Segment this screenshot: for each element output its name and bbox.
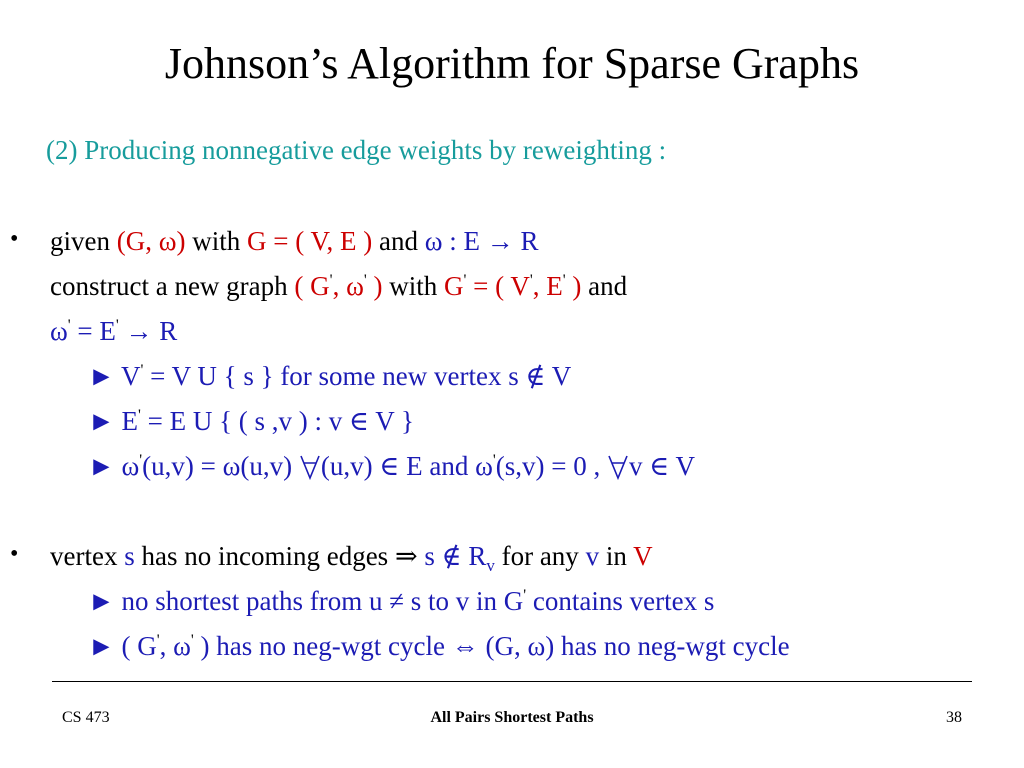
bullet-2-marker: •: [10, 541, 19, 567]
bullet-2-line-1: vertex s has no incoming edges ⇒ s ∉ $R_v$ for any v in V: [50, 541, 653, 575]
arrow-marker: ►: [88, 406, 115, 436]
bullet-1-line-3: ω' = E' → R: [50, 316, 178, 346]
bullet-1-line-1: given (G, ω) with G = ( V, E ) and ω : E → R: [50, 226, 539, 256]
forall-icon: [607, 453, 629, 481]
footer-divider: [52, 681, 972, 682]
arrow-marker: ►: [88, 361, 115, 391]
arrow-marker: ►: [88, 451, 115, 481]
slide-title: Johnson’s Algorithm for Sparse Graphs: [164, 39, 860, 88]
footer-topic: All Pairs Shortest Paths: [430, 709, 594, 726]
implies-icon: ⇒: [394, 541, 418, 571]
footer-course: CS 473: [62, 709, 110, 726]
forall-icon: [299, 453, 321, 481]
bullet-1-marker: •: [10, 226, 19, 252]
bullet-1-sub-3: ► ω'(u,v) = ω(u,v) (u,v) ∈ E and ω'(s,v) = 0 , v ∈ V: [88, 451, 695, 481]
footer-page-number: 38: [946, 709, 962, 726]
arrow-marker: ►: [88, 631, 115, 661]
arrow-marker: ►: [88, 586, 115, 616]
bullet-1-line-2: construct a new graph ( G', ω' ) with G' = ( V', E' ) and: [50, 271, 628, 301]
slide-subtitle: (2) Producing nonnegative edge weights by reweighting :: [46, 135, 667, 165]
bullet-2-sub-1: ► no shortest paths from u ≠ s to v in G' contains vertex s: [88, 586, 715, 616]
bullet-1-sub-2: ► E' = E U { ( s ,v ) : v ∈ V }: [88, 406, 415, 436]
bullet-1-sub-1: ► V' = V U { s } for some new vertex s ∉ V: [88, 361, 572, 391]
bullet-2-sub-2: ► ( G', ω' ) has no neg-wgt cycle ⇔ (G, ω) has no neg-wgt cycle: [88, 631, 790, 661]
